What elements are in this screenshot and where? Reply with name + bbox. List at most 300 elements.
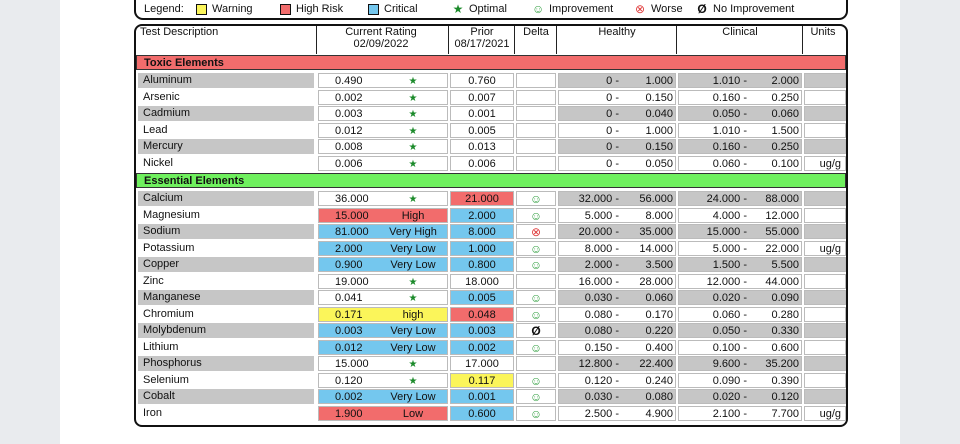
test-name: Mercury [138, 139, 314, 154]
clinical-range [678, 389, 802, 404]
healthy-high: 1.000 [645, 75, 673, 87]
test-name: Chromium [143, 307, 194, 320]
legend-critical [368, 2, 418, 16]
critical-swatch [368, 4, 379, 15]
table-row [136, 307, 846, 323]
header-divider [316, 26, 317, 54]
healthy-low: 12.800 - [578, 358, 619, 370]
healthy-low: 0 - [606, 141, 619, 153]
test-name: Molybdenum [138, 323, 314, 338]
legend-high-risk [280, 2, 343, 16]
clinical-range [678, 406, 802, 421]
units: ug/g [804, 406, 846, 421]
current-value: 2.000 [335, 242, 363, 255]
clinical-high: 55.000 [765, 226, 799, 238]
prior-value: 0.760 [450, 73, 514, 88]
prior-value: 0.007 [450, 90, 514, 105]
current-rating [318, 90, 448, 105]
smile-icon: ☺ [516, 257, 556, 272]
clinical-high: 44.000 [765, 275, 799, 288]
clinical-high: 35.200 [765, 358, 799, 370]
smile-icon: ☺ [516, 208, 556, 223]
healthy-range [558, 274, 676, 289]
clinical-high: 0.280 [771, 308, 799, 321]
healthy-range [558, 123, 676, 138]
legend-optimal-label: Optimal [469, 3, 507, 15]
healthy-range [558, 106, 676, 121]
units [804, 73, 846, 88]
clinical-low: 4.000 - [712, 209, 747, 222]
prior-value: 8.000 [450, 224, 514, 239]
units [804, 208, 846, 223]
legend-no-improvement-label: No Improvement [713, 3, 795, 15]
units [804, 356, 846, 371]
header-test-text: Test Description [140, 26, 219, 38]
table-row [136, 139, 846, 155]
table-row [136, 257, 846, 273]
clinical-low: 0.160 - [712, 141, 747, 153]
legend-warning [196, 2, 253, 16]
test-name: Nickel [143, 156, 173, 169]
healthy-high: 0.220 [645, 325, 673, 337]
prior-value: 0.002 [450, 340, 514, 355]
delta-cell [516, 139, 556, 154]
section-toxic-label: Toxic Elements [144, 57, 224, 69]
current-value: 19.000 [335, 275, 369, 288]
clinical-range [678, 373, 802, 388]
current-rating [318, 389, 448, 404]
table-row [136, 389, 846, 405]
current-rating [318, 224, 448, 239]
header-divider [448, 26, 449, 54]
clinical-high: 0.090 [771, 292, 799, 304]
healthy-range [558, 290, 676, 305]
table-row [136, 241, 846, 257]
units [804, 307, 846, 322]
clinical-low: 12.000 - [706, 275, 747, 288]
test-name: Selenium [143, 373, 189, 386]
table-row [136, 274, 846, 290]
clinical-range [678, 208, 802, 223]
smile-icon: ☺ [516, 406, 556, 421]
test-name: Aluminum [138, 73, 314, 88]
header-delta-text: Delta [523, 26, 549, 38]
healthy-range [558, 340, 676, 355]
smile-icon: ☺ [532, 2, 545, 16]
units [804, 373, 846, 388]
clinical-high: 0.330 [771, 325, 799, 337]
table-row [136, 156, 846, 172]
clinical-high: 0.250 [771, 141, 799, 153]
table-row [136, 356, 846, 372]
header-current-date: 02/09/2022 [353, 38, 409, 50]
healthy-high: 3.500 [645, 259, 673, 271]
prior-value: 0.117 [450, 373, 514, 388]
clinical-low: 0.020 - [712, 391, 747, 403]
healthy-low: 8.000 - [584, 242, 619, 255]
section-toxic-elements [136, 55, 846, 70]
units [804, 123, 846, 138]
current-rating [318, 274, 448, 289]
test-name: Copper [138, 257, 314, 272]
healthy-high: 0.240 [645, 374, 673, 387]
clinical-low: 0.060 - [712, 157, 747, 170]
rating-flag: Very Low [390, 391, 436, 403]
clinical-range [678, 307, 802, 322]
test-name: Lithium [143, 340, 179, 353]
table-row [136, 406, 846, 422]
healthy-range [558, 323, 676, 338]
prior-value: 0.001 [450, 106, 514, 121]
prior-value: 0.800 [450, 257, 514, 272]
current-value: 81.000 [335, 226, 369, 238]
healthy-high: 8.000 [645, 209, 673, 222]
star-icon: ★ [408, 293, 418, 304]
star-icon: ★ [408, 142, 418, 153]
healthy-range [558, 257, 676, 272]
star-icon: ★ [408, 194, 418, 205]
test-name: Calcium [138, 191, 314, 206]
clinical-high: 22.000 [765, 242, 799, 255]
healthy-low: 2.000 - [584, 259, 619, 271]
clinical-range [678, 274, 802, 289]
star-icon: ★ [408, 375, 418, 387]
star-icon: ★ [408, 276, 418, 288]
healthy-range [558, 156, 676, 171]
delta-cell [516, 356, 556, 371]
header-healthy [558, 26, 676, 54]
clinical-low: 24.000 - [706, 193, 747, 205]
current-value: 0.006 [335, 157, 363, 170]
table-row [136, 106, 846, 122]
current-rating [318, 73, 448, 88]
current-rating [318, 241, 448, 256]
clinical-low: 0.050 - [712, 108, 747, 120]
current-rating [318, 356, 448, 371]
clinical-high: 0.390 [771, 374, 799, 387]
clinical-high: 88.000 [765, 193, 799, 205]
current-value: 0.012 [335, 341, 363, 354]
header-current [318, 26, 444, 54]
clinical-low: 2.100 - [712, 407, 747, 420]
prior-value: 21.000 [450, 191, 514, 206]
no-improvement-icon: Ø [697, 2, 707, 16]
section-essential-elements [136, 173, 846, 188]
smile-icon: ☺ [516, 373, 556, 388]
current-value: 0.003 [335, 108, 363, 120]
delta-cell [516, 90, 556, 105]
current-value: 36.000 [335, 193, 369, 205]
healthy-low: 0.030 - [584, 292, 619, 304]
legend-no-improvement [696, 2, 794, 16]
smile-icon: ☺ [516, 307, 556, 322]
healthy-low: 0 - [606, 124, 619, 137]
test-name: Manganese [138, 290, 314, 305]
healthy-range [558, 73, 676, 88]
clinical-high: 2.000 [771, 75, 799, 87]
prior-value: 0.005 [450, 290, 514, 305]
current-rating [318, 406, 448, 421]
prior-value: 1.000 [450, 241, 514, 256]
clinical-low: 0.020 - [712, 292, 747, 304]
healthy-high: 0.150 [645, 91, 673, 104]
clinical-range [678, 241, 802, 256]
clinical-range [678, 224, 802, 239]
worse-icon: ⊗ [516, 224, 556, 239]
prior-value: 0.003 [450, 323, 514, 338]
clinical-low: 9.600 - [712, 358, 747, 370]
healthy-low: 0 - [606, 157, 619, 170]
legend-title [144, 2, 184, 16]
current-rating [318, 307, 448, 322]
current-value: 0.041 [335, 292, 363, 304]
legend-warning-label: Warning [212, 3, 253, 15]
current-value: 15.000 [335, 358, 369, 370]
clinical-range [678, 191, 802, 206]
test-name: Arsenic [143, 90, 180, 103]
star-icon: ★ [408, 125, 418, 137]
legend-worse [634, 2, 683, 16]
clinical-low: 0.050 - [712, 325, 747, 337]
clinical-low: 0.060 - [712, 308, 747, 321]
healthy-high: 0.170 [645, 308, 673, 321]
current-rating [318, 373, 448, 388]
healthy-range [558, 356, 676, 371]
units [804, 257, 846, 272]
prior-value: 18.000 [450, 274, 514, 289]
healthy-high: 0.050 [645, 157, 673, 170]
header-divider [514, 26, 515, 54]
smile-icon: ☺ [516, 241, 556, 256]
current-value: 0.490 [335, 75, 363, 87]
healthy-low: 0.120 - [584, 374, 619, 387]
healthy-low: 16.000 - [578, 275, 619, 288]
header-clinical [678, 26, 802, 54]
delta-cell [516, 73, 556, 88]
table-row [136, 373, 846, 389]
healthy-low: 0.150 - [584, 341, 619, 354]
healthy-low: 20.000 - [578, 226, 619, 238]
units [804, 323, 846, 338]
clinical-range [678, 340, 802, 355]
units [804, 90, 846, 105]
prior-value: 0.001 [450, 389, 514, 404]
units [804, 224, 846, 239]
units: ug/g [804, 156, 846, 171]
healthy-range [558, 406, 676, 421]
star-icon: ★ [408, 76, 418, 87]
test-name: Magnesium [143, 208, 200, 221]
healthy-high: 0.040 [645, 108, 673, 120]
healthy-range [558, 224, 676, 239]
prior-value: 2.000 [450, 208, 514, 223]
healthy-range [558, 191, 676, 206]
legend-high-risk-label: High Risk [296, 3, 344, 15]
clinical-range [678, 90, 802, 105]
current-value: 0.008 [335, 141, 363, 153]
header-units-text: Units [810, 26, 836, 38]
test-name: Phosphorus [138, 356, 314, 371]
clinical-range [678, 290, 802, 305]
test-name: Cobalt [138, 389, 314, 404]
clinical-range [678, 323, 802, 338]
units: ug/g [804, 241, 846, 256]
current-value: 1.900 [335, 407, 363, 420]
rating-flag: Very Low [390, 325, 436, 337]
healthy-range [558, 241, 676, 256]
healthy-low: 0 - [606, 108, 619, 120]
smile-icon: ☺ [516, 191, 556, 206]
header-divider [676, 26, 677, 54]
current-value: 0.012 [335, 124, 363, 137]
header-current-text: Current Rating [345, 26, 417, 38]
delta-cell [516, 156, 556, 171]
healthy-low: 0.030 - [584, 391, 619, 403]
star-icon: ★ [452, 2, 464, 16]
prior-value: 0.013 [450, 139, 514, 154]
header-test [140, 26, 316, 54]
clinical-high: 0.060 [771, 108, 799, 120]
rating-flag: Very Low [390, 341, 436, 354]
current-rating [318, 208, 448, 223]
prior-value: 17.000 [450, 356, 514, 371]
table-row [136, 73, 846, 89]
healthy-high: 22.400 [639, 358, 673, 370]
healthy-high: 0.400 [645, 341, 673, 354]
worse-icon: ⊗ [634, 2, 646, 16]
healthy-low: 0 - [606, 91, 619, 104]
clinical-low: 1.010 - [712, 124, 747, 137]
current-value: 0.002 [335, 91, 363, 104]
test-name: Lead [143, 123, 168, 136]
units [804, 340, 846, 355]
test-name: Cadmium [138, 106, 314, 121]
table-row [136, 208, 846, 224]
table-row [136, 191, 846, 207]
clinical-high: 7.700 [771, 407, 799, 420]
clinical-range [678, 156, 802, 171]
units [804, 389, 846, 404]
header-delta [516, 26, 556, 54]
rating-flag: Very High [389, 226, 437, 238]
clinical-high: 5.500 [771, 259, 799, 271]
delta-cell [516, 123, 556, 138]
test-name: Sodium [138, 224, 314, 239]
table-row [136, 224, 846, 240]
healthy-range [558, 389, 676, 404]
rating-flag: high [402, 308, 424, 321]
units [804, 139, 846, 154]
current-value: 0.003 [335, 325, 363, 337]
legend-critical-label: Critical [384, 3, 418, 15]
delta-cell [516, 106, 556, 121]
header-prior-text: Prior [470, 26, 494, 38]
healthy-low: 0.080 - [584, 308, 619, 321]
healthy-high: 28.000 [639, 275, 673, 288]
healthy-high: 4.900 [645, 407, 673, 420]
no-improvement-icon: Ø [516, 323, 556, 338]
clinical-range [678, 123, 802, 138]
current-value: 0.002 [335, 391, 363, 403]
legend-optimal [452, 2, 507, 16]
test-name: Potassium [143, 241, 195, 254]
clinical-low: 0.100 - [712, 341, 747, 354]
legend-improvement [532, 2, 613, 16]
legend-bar [134, 0, 848, 20]
current-rating [318, 290, 448, 305]
legend-worse-label: Worse [651, 3, 683, 15]
healthy-high: 35.000 [639, 226, 673, 238]
legend-title-text: Legend: [144, 3, 184, 15]
clinical-high: 0.120 [771, 391, 799, 403]
rating-flag: High [401, 209, 425, 222]
clinical-low: 15.000 - [706, 226, 747, 238]
current-value: 0.120 [335, 374, 363, 387]
healthy-high: 0.080 [645, 391, 673, 403]
high-risk-swatch [280, 4, 291, 15]
current-rating [318, 257, 448, 272]
header-prior-date: 08/17/2021 [454, 38, 510, 50]
table-row [136, 90, 846, 106]
prior-value: 0.600 [450, 406, 514, 421]
rating-flag: Low [402, 407, 424, 420]
clinical-high: 0.100 [771, 157, 799, 170]
clinical-high: 12.000 [765, 209, 799, 222]
clinical-range [678, 257, 802, 272]
rating-flag: Very Low [390, 259, 436, 271]
rating-flag: Very Low [390, 242, 436, 255]
test-name: Zinc [143, 274, 164, 287]
section-essential-label: Essential Elements [144, 175, 245, 187]
star-icon: ★ [408, 158, 418, 170]
header-healthy-text: Healthy [598, 26, 636, 38]
clinical-low: 5.000 - [712, 242, 747, 255]
delta-cell [516, 274, 556, 289]
clinical-high: 0.600 [771, 341, 799, 354]
clinical-low: 1.010 - [712, 75, 747, 87]
clinical-high: 1.500 [771, 124, 799, 137]
clinical-low: 0.160 - [712, 91, 747, 104]
header-units [804, 26, 842, 54]
healthy-low: 0 - [606, 75, 619, 87]
healthy-range [558, 307, 676, 322]
header-divider [802, 26, 803, 54]
table-row [136, 323, 846, 339]
healthy-range [558, 139, 676, 154]
warning-swatch [196, 4, 207, 15]
prior-value: 0.006 [450, 156, 514, 171]
healthy-low: 2.500 - [584, 407, 619, 420]
current-rating [318, 156, 448, 171]
healthy-high: 1.000 [645, 124, 673, 137]
smile-icon: ☺ [516, 389, 556, 404]
units [804, 106, 846, 121]
smile-icon: ☺ [516, 340, 556, 355]
clinical-high: 0.250 [771, 91, 799, 104]
legend-improvement-label: Improvement [549, 3, 614, 15]
healthy-high: 56.000 [639, 193, 673, 205]
healthy-high: 14.000 [639, 242, 673, 255]
table-row [136, 123, 846, 139]
healthy-low: 0.080 - [584, 325, 619, 337]
prior-value: 0.005 [450, 123, 514, 138]
current-value: 0.900 [335, 259, 363, 271]
current-rating [318, 323, 448, 338]
units [804, 191, 846, 206]
test-name: Iron [143, 406, 162, 419]
current-value: 15.000 [335, 209, 369, 222]
current-value: 0.171 [335, 308, 363, 321]
